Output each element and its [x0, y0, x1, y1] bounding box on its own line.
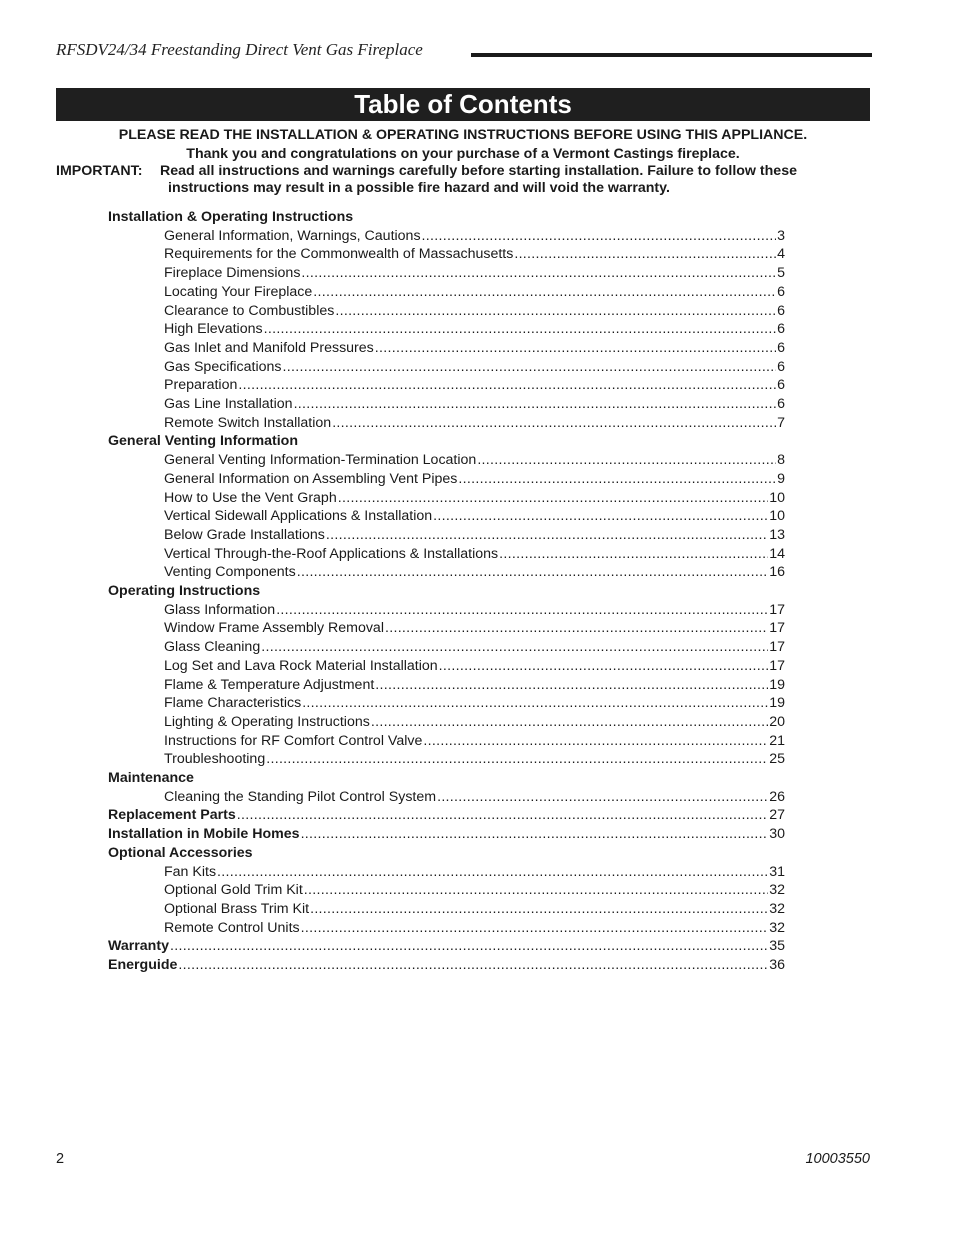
- toc-entry[interactable]: [164, 489, 785, 507]
- toc-entry[interactable]: [164, 470, 785, 488]
- toc-entry-page: 19: [769, 695, 785, 712]
- dot-leader: [178, 956, 768, 974]
- toc-entry-page: 30: [769, 826, 785, 843]
- toc-entry-page: 8: [777, 452, 785, 469]
- dot-leader: [477, 451, 776, 469]
- dot-leader: [422, 227, 776, 245]
- toc-entry-page: 10: [769, 489, 785, 506]
- toc-entry[interactable]: [164, 750, 785, 768]
- toc-entry[interactable]: [164, 732, 785, 750]
- toc-entry[interactable]: [164, 919, 785, 937]
- dot-leader: [170, 937, 768, 955]
- dot-leader: [439, 657, 769, 675]
- toc-entry-label: Flame & Temperature Adjustment: [164, 676, 375, 693]
- toc-entry-page: 35: [769, 938, 785, 955]
- toc-entry-label: Flame Characteristics: [164, 695, 302, 712]
- toc-entry-page: 17: [769, 657, 785, 674]
- toc-entry-page: 6: [777, 358, 785, 375]
- toc-entry-mobile-homes[interactable]: [108, 825, 785, 843]
- dot-leader: [276, 601, 768, 619]
- toc-entry-label: Glass Cleaning: [164, 639, 261, 656]
- toc-entry-page: 26: [769, 788, 785, 805]
- dot-leader: [261, 638, 768, 656]
- toc-entry-label: Vertical Through-the-Roof Applications & Installations: [164, 545, 499, 562]
- toc-entry-label: Preparation: [164, 377, 238, 394]
- toc-entry[interactable]: [164, 227, 785, 245]
- toc-entry[interactable]: [164, 264, 785, 282]
- section-heading-installation: Installation & Operating Instructions: [108, 209, 354, 225]
- toc-entry-label: Gas Inlet and Manifold Pressures: [164, 339, 374, 356]
- toc-entry[interactable]: [164, 638, 785, 656]
- toc-entry-page: 13: [769, 526, 785, 543]
- toc-entry-label: General Information on Assembling Vent Pipes: [164, 470, 458, 487]
- toc-entry-label: Troubleshooting: [164, 751, 266, 768]
- toc-entry-label: Gas Specifications: [164, 358, 282, 375]
- dot-leader: [433, 507, 768, 525]
- section-heading-operating: Operating Instructions: [108, 583, 261, 599]
- dot-leader: [283, 358, 777, 376]
- page-number: 2: [56, 1151, 65, 1167]
- toc-entry-label: Fan Kits: [164, 863, 217, 880]
- page-title: Table of Contents: [56, 88, 870, 121]
- toc-entry-label: Instructions for RF Comfort Control Valve: [164, 732, 423, 749]
- toc-entry[interactable]: [164, 395, 785, 413]
- section-heading-venting: General Venting Information: [108, 433, 298, 450]
- document-header-title: RFSDV24/34 Freestanding Direct Vent Gas Fireplace: [56, 40, 423, 59]
- toc-entry-label: How to Use the Vent Graph: [164, 489, 337, 506]
- notice-line-4: instructions may result in a possible fire hazard and will void the warranty.: [168, 180, 670, 196]
- toc-entry-page: 36: [769, 957, 785, 973]
- toc-entry[interactable]: [164, 788, 785, 806]
- document-number: 10003550: [805, 1151, 870, 1167]
- toc-entry-label: Optional Gold Trim Kit: [164, 882, 303, 899]
- dot-leader: [371, 713, 768, 731]
- dot-leader: [335, 302, 776, 320]
- dot-leader: [338, 489, 769, 507]
- toc-entry-page: 16: [769, 564, 785, 581]
- toc-entry[interactable]: [164, 863, 785, 881]
- dot-leader: [375, 339, 776, 357]
- toc-entry[interactable]: [164, 713, 785, 731]
- notice-line-2: Thank you and congratulations on your purchase of a Vermont Castings fireplace.: [186, 146, 740, 162]
- toc-entry[interactable]: [164, 245, 785, 263]
- toc-entry-label: Optional Brass Trim Kit: [164, 900, 310, 917]
- toc-entry-page: 5: [777, 265, 785, 282]
- dot-leader: [301, 264, 776, 282]
- dot-leader: [301, 825, 769, 843]
- dot-leader: [302, 694, 768, 712]
- toc-entry[interactable]: [164, 676, 785, 694]
- toc-entry-energuide[interactable]: [108, 956, 785, 974]
- toc-entry-warranty[interactable]: [108, 937, 785, 955]
- toc-entry[interactable]: [164, 507, 785, 525]
- notice-line-3: Read all instructions and warnings carefully before starting installation. Failure to follow these: [160, 163, 797, 179]
- toc-entry-label: Log Set and Lava Rock Material Installation: [164, 657, 438, 674]
- dot-leader: [514, 245, 776, 263]
- toc-entry-label: Energuide: [108, 957, 178, 973]
- toc-entry-label: General Venting Information-Termination Location: [164, 452, 477, 469]
- toc-entry[interactable]: [164, 601, 785, 619]
- toc-entry-page: 6: [777, 377, 785, 394]
- toc-entry-page: 20: [769, 713, 785, 730]
- toc-entry-page: 14: [769, 545, 785, 562]
- toc-entry-page: 17: [769, 601, 785, 618]
- dot-leader: [264, 320, 776, 338]
- toc-entry-label: Window Frame Assembly Removal: [164, 620, 384, 637]
- toc-entry[interactable]: [164, 358, 785, 376]
- toc-entry-label: Below Grade Installations: [164, 526, 325, 543]
- dot-leader: [310, 900, 768, 918]
- toc-entry[interactable]: [164, 694, 785, 712]
- toc-entry-label: Gas Line Installation: [164, 396, 293, 412]
- toc-entry-label: Replacement Parts: [108, 807, 236, 824]
- toc-entry-label: General Information, Warnings, Cautions: [164, 227, 421, 244]
- toc-entry-label: Warranty: [108, 938, 169, 955]
- dot-leader: [313, 283, 776, 301]
- dot-leader: [301, 919, 769, 937]
- toc-entry-page: 10: [769, 508, 785, 525]
- toc-entry[interactable]: [164, 881, 785, 899]
- toc-entry-page: 21: [769, 732, 785, 749]
- toc-entry[interactable]: [164, 451, 785, 469]
- toc-entry-page: 3: [777, 227, 785, 244]
- dot-leader: [458, 470, 776, 488]
- toc-entry[interactable]: [164, 339, 785, 357]
- dot-leader: [332, 414, 776, 432]
- dot-leader: [326, 526, 768, 544]
- dot-leader: [304, 881, 768, 899]
- toc-entry-page: 27: [769, 807, 785, 824]
- notice-line-1: PLEASE READ THE INSTALLATION & OPERATING INSTRUCTIONS BEFORE USING THIS APPLIANCE.: [118, 127, 808, 143]
- toc-entry-page: 6: [777, 302, 785, 319]
- toc-entry[interactable]: [164, 302, 785, 320]
- toc-entry-page: 7: [777, 414, 785, 431]
- toc-entry-page: 25: [769, 751, 785, 768]
- toc-entry[interactable]: [164, 320, 785, 338]
- dot-leader: [297, 563, 769, 581]
- dot-leader: [294, 395, 776, 413]
- toc-entry-label: Requirements for the Commonwealth of Massachusetts: [164, 246, 514, 263]
- toc-entry-replacement-parts[interactable]: [108, 806, 785, 824]
- section-heading-accessories: Optional Accessories: [108, 844, 253, 861]
- toc-entry-label: Locating Your Fireplace: [164, 283, 313, 300]
- toc-entry[interactable]: [164, 414, 785, 432]
- important-label: IMPORTANT:: [56, 163, 143, 179]
- dot-leader: [375, 676, 768, 694]
- toc-entry[interactable]: [164, 619, 785, 637]
- dot-leader: [266, 750, 768, 768]
- toc-entry[interactable]: [164, 376, 785, 394]
- dot-leader: [238, 376, 776, 394]
- section-heading-maintenance: Maintenance: [108, 770, 194, 786]
- toc-entry-page: 19: [769, 676, 785, 693]
- toc-entry-label: Fireplace Dimensions: [164, 265, 301, 282]
- toc-entry-page: 32: [769, 900, 785, 917]
- toc-entry-label: Cleaning the Standing Pilot Control System: [164, 788, 437, 805]
- toc-entry-page: 6: [777, 396, 785, 412]
- toc-entry-page: 6: [777, 283, 785, 300]
- toc-entry-page: 6: [777, 321, 785, 338]
- toc-entry[interactable]: [164, 283, 785, 301]
- toc-entry-label: Vertical Sidewall Applications & Installation: [164, 508, 433, 525]
- dot-leader: [423, 732, 768, 750]
- toc-entry-label: Venting Components: [164, 564, 296, 581]
- dot-leader: [237, 806, 768, 824]
- toc-entry-page: 9: [777, 470, 785, 487]
- toc-entry[interactable]: [164, 657, 785, 675]
- dot-leader: [437, 788, 768, 806]
- toc-entry-label: Remote Switch Installation: [164, 414, 332, 431]
- toc-entry-label: Glass Information: [164, 601, 276, 618]
- toc-entry-page: 6: [777, 339, 785, 356]
- toc-entry[interactable]: [164, 545, 785, 563]
- toc-entry-page: 32: [769, 882, 785, 899]
- toc-entry-page: 31: [769, 863, 785, 880]
- toc-entry[interactable]: [164, 900, 785, 918]
- toc-entry-label: Remote Control Units: [164, 919, 300, 936]
- toc-entry-page: 17: [769, 639, 785, 656]
- dot-leader: [217, 863, 768, 881]
- toc-entry-label: Clearance to Combustibles: [164, 302, 335, 319]
- toc-entry-page: 17: [769, 620, 785, 637]
- dot-leader: [499, 545, 768, 563]
- toc-entry[interactable]: [164, 563, 785, 581]
- toc-entry[interactable]: [164, 526, 785, 544]
- toc-entry-label: High Elevations: [164, 321, 263, 338]
- toc-entry-page: 4: [777, 246, 785, 263]
- toc-entry-label: Lighting & Operating Instructions: [164, 713, 370, 730]
- toc-entry-page: 32: [769, 919, 785, 936]
- toc-entry-label: Installation in Mobile Homes: [108, 826, 300, 843]
- dot-leader: [385, 619, 768, 637]
